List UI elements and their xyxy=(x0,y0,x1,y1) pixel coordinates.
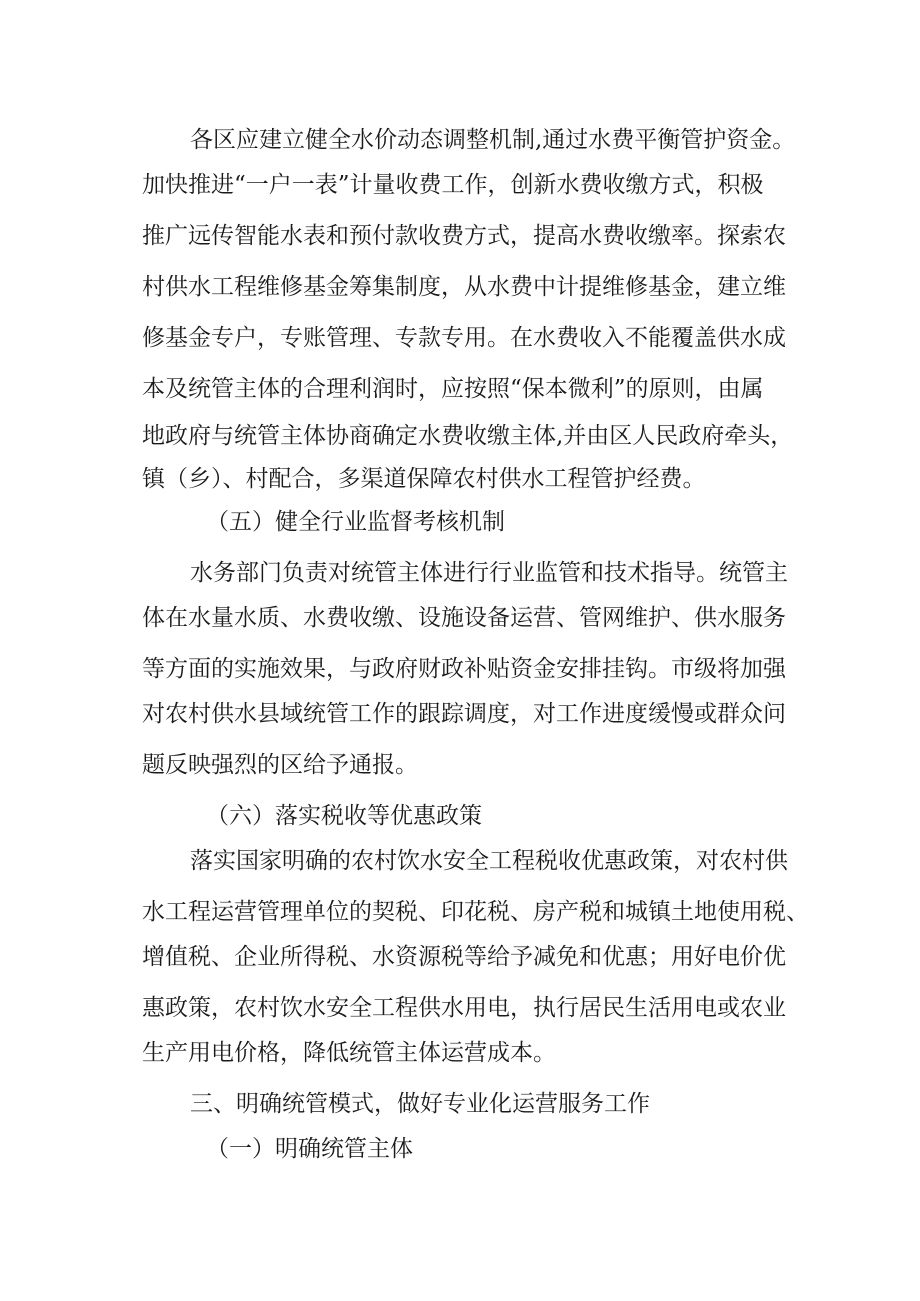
paragraph-line: 惠政策，农村饮水安全工程供水用电，执行居民生活用电或农业 xyxy=(142,995,786,1021)
section-heading: 三、明确统管模式，做好专业化运营服务工作 xyxy=(190,1091,650,1117)
section-heading: （五）健全行业监督考核机制 xyxy=(206,509,505,535)
paragraph-line: 落实国家明确的农村饮水安全工程税收优惠政策，对农村供 xyxy=(190,848,788,874)
paragraph-line: 水工程运营管理单位的契税、印花税、房产税和城镇土地使用税、 xyxy=(142,899,809,925)
paragraph-line: 题反映强烈的区给予通报。 xyxy=(142,752,418,778)
paragraph-line: 镇（乡）、村配合，多渠道保障农村供水工程管护经费。 xyxy=(142,466,706,492)
paragraph-line: 推广远传智能水表和预付款收费方式，提高水费收缴率。探索农 xyxy=(142,223,786,249)
paragraph-line: 村供水工程维修基金筹集制度，从水费中计提维修基金，建立维 xyxy=(142,274,786,300)
paragraph-line: 加快推进“一户一表”计量收费工作，创新水费收缴方式，积极 xyxy=(142,172,764,198)
paragraph-line: 对农村供水县域统管工作的跟踪调度，对工作进度缓慢或群众问 xyxy=(142,701,786,727)
paragraph-line: 增值税、企业所得税、水资源税等给予减免和优惠；用好电价优 xyxy=(142,944,786,970)
paragraph-line: 等方面的实施效果，与政府财政补贴资金安排挂钩。市级将加强 xyxy=(142,656,786,682)
subsection-heading: （一）明确统管主体 xyxy=(206,1136,413,1162)
paragraph-line: 体在水量水质、水费收缴、设施设备运营、管网维护、供水服务 xyxy=(142,605,786,631)
section-heading: （六）落实税收等优惠政策 xyxy=(206,803,482,829)
paragraph-line: 地政府与统管主体协商确定水费收缴主体,并由区人民政府牵头， xyxy=(142,423,794,449)
paragraph-line: 生产用电价格，降低统管主体运营成本。 xyxy=(142,1040,556,1066)
paragraph-line: 修基金专户，专账管理、专款专用。在水费收入不能覆盖供水成 xyxy=(142,325,786,351)
paragraph-line: 水务部门负责对统管主体进行行业监管和技术指导。统管主 xyxy=(190,560,788,586)
paragraph-line: 本及统管主体的合理利润时，应按照“保本微利”的原则，由属 xyxy=(142,376,764,402)
paragraph-line: 各区应建立健全水价动态调整机制,通过水费平衡管护资金。 xyxy=(190,127,796,153)
